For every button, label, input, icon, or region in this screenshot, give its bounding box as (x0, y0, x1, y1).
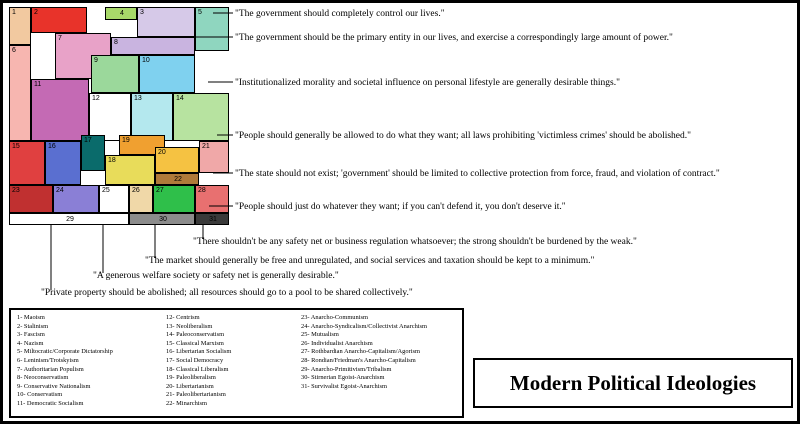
cell-number: 18 (108, 157, 116, 164)
legend-item: 18- Classical Liberalism (166, 365, 229, 373)
legend-item: 6- Leninism/Trotskyism (17, 356, 79, 364)
cell-number: 20 (158, 149, 166, 156)
ideology-cell-6[interactable] (9, 45, 31, 141)
legend-item: 30- Stirnerian Egoist-Anarchism (301, 374, 385, 382)
cell-number: 23 (12, 187, 20, 194)
cell-number: 12 (92, 95, 100, 102)
legend-item: 10- Conservatism (17, 391, 63, 399)
cell-number: 13 (134, 95, 142, 102)
legend-item: 14- Paleoconservatism (166, 331, 225, 339)
cell-number: 25 (102, 187, 110, 194)
legend-item: 31- Survivalist Egoist-Anarchism (301, 382, 387, 390)
ideology-cell-25[interactable] (99, 185, 129, 213)
legend-item: 15- Classical Marxism (166, 339, 224, 347)
cell-number: 22 (174, 175, 182, 183)
legend-item: 5- Miltocratic/Corporate Dictatorship (17, 348, 113, 356)
ideology-cell-18[interactable] (105, 155, 155, 185)
annotation-a6: "People should just do whatever they want; if you can't defend it, you don't deserve it." (235, 202, 566, 212)
legend-item: 22- Minarchism (166, 399, 207, 407)
annotation-a4: "People should generally be allowed to do what they want; all laws prohibiting 'victimless crimes' should be abolished." (235, 131, 692, 141)
legend-item: 17- Social Democracy (166, 356, 224, 364)
ideology-cell-4[interactable] (105, 7, 137, 20)
legend-item: 2- Stalinism (17, 322, 49, 330)
ideology-cell-29[interactable] (9, 213, 129, 225)
legend-item: 13- Neoliberalism (166, 322, 213, 330)
ideology-cell-26[interactable] (129, 185, 153, 213)
annotation-a5: "The state should not exist; 'government' should be limited to collective protection from force, fraud, and violation of contract." (235, 169, 720, 179)
cell-number: 24 (56, 187, 64, 194)
ideology-cell-31[interactable] (195, 213, 229, 225)
legend-item: 9- Conservative Nationalism (17, 382, 91, 390)
cell-number: 2 (34, 9, 38, 16)
ideology-cell-13[interactable] (131, 93, 173, 141)
ideology-cell-3[interactable] (137, 7, 195, 37)
ideology-cell-14[interactable] (173, 93, 229, 141)
ideology-cell-23[interactable] (9, 185, 53, 213)
ideology-cell-5[interactable] (195, 7, 229, 51)
cell-number: 9 (94, 57, 98, 64)
annotation-a7: "There shouldn't be any safety net or business regulation whatsoever; the strong shouldn't be burdened by the weak." (193, 237, 637, 247)
cell-number: 30 (159, 215, 167, 223)
cell-number: 14 (176, 95, 184, 102)
cell-number: 1 (12, 9, 16, 16)
legend-item: 1- Maoism (17, 314, 45, 321)
ideology-cell-8[interactable] (111, 37, 195, 55)
ideology-cell-1[interactable] (9, 7, 31, 45)
annotation-a9: "A generous welfare society or safety net is generally desirable." (93, 271, 339, 281)
ideology-grid (9, 7, 229, 223)
legend-item: 7- Authoritarian Populism (17, 365, 84, 373)
legend-item: 19- Paleoliberalism (166, 374, 216, 382)
cell-number: 16 (48, 143, 56, 150)
ideology-cell-9[interactable] (91, 55, 139, 93)
legend-item: 12- Centrism (166, 314, 200, 321)
ideology-cell-17[interactable] (81, 135, 105, 171)
ideology-cell-10[interactable] (139, 55, 195, 93)
ideology-cell-15[interactable] (9, 141, 45, 185)
legend-item: 24- Anarcho-Syndicalism/Collectivist Anarchism (301, 322, 428, 330)
legend-item: 28- Rondian/Friedman's Anarcho-Capitalism (301, 356, 416, 364)
legend-item: 20- Libertarianism (166, 382, 214, 390)
cell-number: 5 (198, 9, 202, 16)
cell-number: 17 (84, 137, 92, 144)
annotation-a2: "The government should be the primary entity in our lives, and exercise a correspondingly large amount of power." (235, 33, 673, 43)
cell-number: 28 (198, 187, 206, 194)
legend-item: 21- Paleolibertarianism (166, 391, 226, 399)
annotation-a8: "The market should generally be free and unregulated, and social services and taxation should be kept to a minimum." (145, 256, 595, 266)
legend-column-3 (301, 314, 427, 391)
legend-box (9, 308, 464, 418)
legend-column-1 (17, 314, 113, 409)
cell-number: 31 (209, 215, 217, 223)
cell-number: 7 (58, 35, 62, 42)
ideology-cell-30[interactable] (129, 213, 195, 225)
ideology-cell-11[interactable] (31, 79, 89, 141)
cell-number: 21 (202, 143, 210, 150)
cell-number: 15 (12, 143, 20, 150)
cell-number: 3 (140, 9, 144, 16)
annotation-a10: "Private property should be abolished; all resources should go to a pool to be shared collectively." (41, 288, 413, 298)
title-box (473, 358, 793, 408)
cell-number: 4 (120, 10, 124, 17)
cell-number: 29 (66, 215, 74, 223)
ideology-cell-16[interactable] (45, 141, 81, 185)
cell-number: 19 (122, 137, 130, 144)
ideology-cell-20[interactable] (155, 147, 199, 173)
legend-item: 4- Nazism (17, 339, 44, 347)
ideology-cell-28[interactable] (195, 185, 229, 213)
cell-number: 8 (114, 39, 118, 46)
ideology-cell-21[interactable] (199, 141, 229, 173)
legend-item: 8- Neoconservatism (17, 374, 69, 382)
legend-item: 3- Fascism (17, 331, 45, 339)
ideology-cell-27[interactable] (153, 185, 195, 213)
legend-item: 26- Individualist Anarchism (301, 339, 373, 347)
ideology-cell-12[interactable] (89, 93, 131, 141)
annotation-a1: "The government should completely control our lives." (235, 9, 445, 19)
legend-item: 16- Libertarian Socialism (166, 348, 232, 356)
poster-title: Modern Political Ideologies (509, 370, 757, 395)
cell-number: 11 (34, 81, 42, 88)
legend-item: 11- Democratic Socialism (17, 399, 84, 407)
cell-number: 6 (12, 47, 16, 54)
cell-number: 26 (132, 187, 140, 194)
legend-item: 25- Mutualism (301, 331, 339, 339)
ideology-cell-24[interactable] (53, 185, 99, 213)
legend-item: 23- Anarcho-Communism (301, 314, 368, 321)
legend-item: 29- Anarcho-Primitivism/Tribalism (301, 365, 392, 373)
annotation-a3: "Institutionalized morality and societal influence on personal lifestyle are generally desirable things." (235, 78, 620, 88)
legend-column-2 (166, 314, 231, 409)
ideology-cell-22[interactable] (155, 173, 199, 185)
cell-number: 10 (142, 57, 150, 64)
legend-item: 27- Rothbardian Anarcho-Capitalism/Agorism (301, 348, 420, 356)
ideology-cell-2[interactable] (31, 7, 87, 33)
cell-number: 27 (156, 187, 164, 194)
